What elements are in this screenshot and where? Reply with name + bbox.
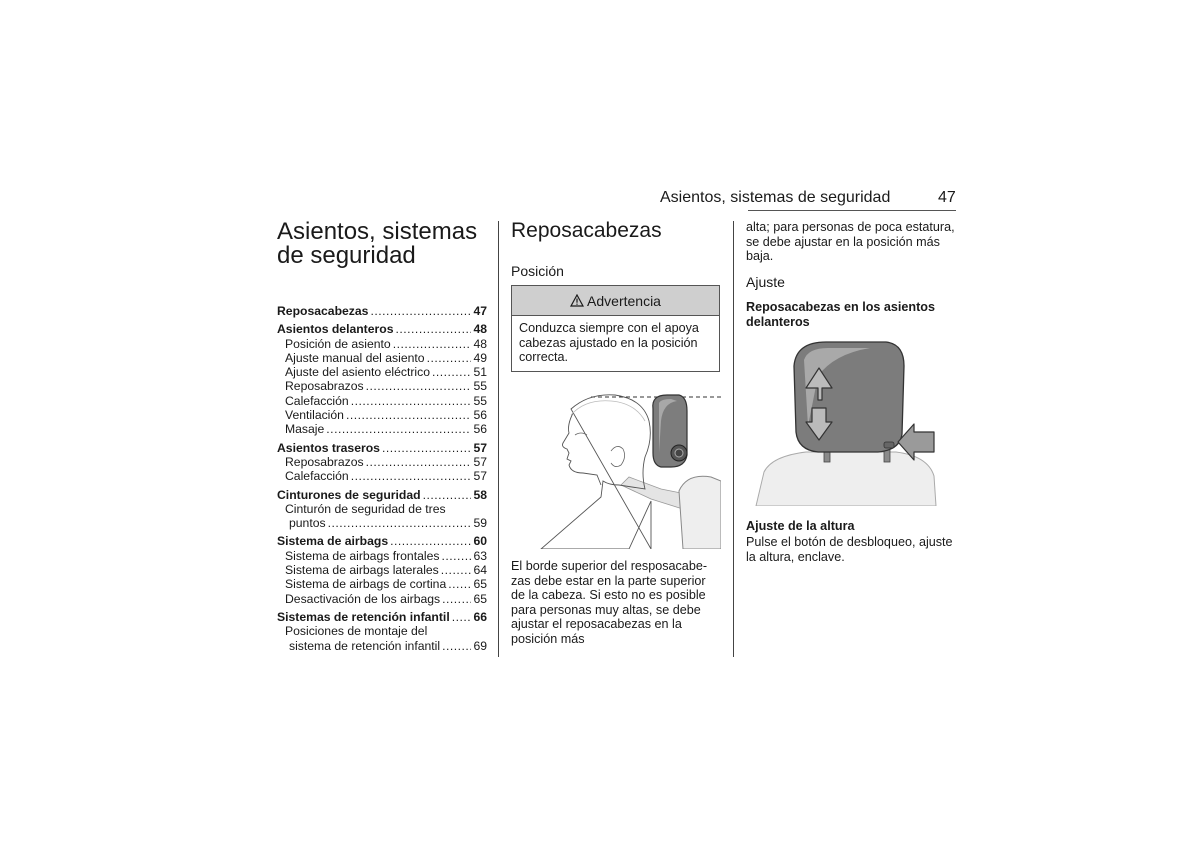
toc-leader-dots xyxy=(351,469,472,483)
toc-entry-title: Sistema de airbags laterales xyxy=(285,563,439,578)
toc-entry[interactable] xyxy=(277,422,487,436)
toc-entry[interactable] xyxy=(277,577,487,591)
toc-leader-dots xyxy=(366,455,472,469)
toc-entry-title: Asientos traseros xyxy=(277,440,380,455)
front-seat-headrest-heading: Reposacabezas en los asientos delanteros xyxy=(746,300,935,329)
headrest-adjustment-illustration xyxy=(746,336,956,506)
toc-entry[interactable] xyxy=(277,592,487,606)
toc-entry-title: Cinturones de seguridad xyxy=(277,487,421,502)
toc-entry-page: 51 xyxy=(473,365,487,380)
warning-header xyxy=(512,286,719,316)
toc-entry[interactable] xyxy=(277,639,487,653)
toc-entry-title: Sistema de airbags frontales xyxy=(285,548,440,563)
toc-entry-title: Cinturón de seguridad de tres xyxy=(285,501,446,516)
toc-leader-dots xyxy=(351,394,472,408)
toc-entry-page: 48 xyxy=(473,336,487,351)
toc-leader-dots xyxy=(370,304,471,318)
warning-heading: Advertencia xyxy=(587,292,661,309)
running-header-title: Asientos, sistemas de seguridad xyxy=(660,189,891,206)
toc-entry-title: Posición de asiento xyxy=(285,336,391,351)
toc-leader-dots xyxy=(423,488,472,502)
toc-leader-dots xyxy=(441,549,471,563)
continuation-paragraph: alta; para personas de poca estatura, se debe ajustar en la posición más baja. xyxy=(746,220,955,264)
toc-leader-dots xyxy=(432,365,471,379)
toc-entry[interactable] xyxy=(277,469,487,483)
toc-leader-dots xyxy=(441,563,472,577)
toc-entry-title: Desactivación de los airbags xyxy=(285,591,441,606)
toc-entry-title: Ajuste del asiento eléctrico xyxy=(285,365,430,380)
toc-entry-page: 56 xyxy=(473,422,487,437)
toc-entry-page: 55 xyxy=(473,393,487,408)
toc-entry[interactable] xyxy=(277,408,487,422)
toc-entry-page: 63 xyxy=(473,548,487,563)
toc-leader-dots xyxy=(448,577,471,591)
toc-leader-dots xyxy=(393,337,472,351)
toc-leader-dots xyxy=(396,322,472,336)
warning-triangle-icon xyxy=(570,294,584,307)
subsection-heading-position: Posición xyxy=(511,263,564,279)
header-rule xyxy=(748,210,956,211)
toc-entry-title: Posiciones de montaje del xyxy=(285,624,428,639)
toc-entry-title: Masaje xyxy=(285,422,325,437)
toc-entry[interactable] xyxy=(277,322,487,336)
toc-entry-title: Calefacción xyxy=(285,393,349,408)
toc-leader-dots xyxy=(366,379,472,393)
toc-entry-title: Asientos delanteros xyxy=(277,322,394,337)
toc-entry-title: Reposabrazos xyxy=(285,454,364,469)
toc-leader-dots xyxy=(442,592,471,606)
column-divider-right xyxy=(733,221,734,657)
toc-entry-page: 49 xyxy=(473,350,487,365)
toc-entry[interactable] xyxy=(277,534,487,548)
subsection-heading-adjust: Ajuste xyxy=(746,274,785,290)
toc-entry-title: Ventilación xyxy=(285,408,344,423)
height-adjust-text: Pulse el botón de desbloqueo, ajuste la altura, enclave. xyxy=(746,535,953,564)
toc-entry[interactable] xyxy=(277,351,487,365)
toc-entry[interactable] xyxy=(277,337,487,351)
toc-entry-page: 65 xyxy=(473,577,487,592)
toc-entry-page: 57 xyxy=(473,469,487,484)
toc-entry[interactable] xyxy=(277,502,487,516)
column-divider-left xyxy=(498,221,499,657)
head-position-illustration xyxy=(511,381,721,549)
toc-entry[interactable] xyxy=(277,488,487,502)
toc-entry-page: 55 xyxy=(473,379,487,394)
toc-entry-title: Ajuste manual del asiento xyxy=(285,350,425,365)
toc-entry-title: Sistema de airbags xyxy=(277,534,389,549)
chapter-title: Asientos, sistemas de seguridad xyxy=(277,218,478,269)
toc-entry[interactable] xyxy=(277,563,487,577)
toc-entry-page: 60 xyxy=(473,534,487,549)
toc-entry-page: 59 xyxy=(473,516,487,531)
toc-entry-page: 66 xyxy=(473,609,487,624)
toc-leader-dots xyxy=(427,351,472,365)
warning-box xyxy=(511,285,720,372)
toc-entry-page: 69 xyxy=(473,638,487,653)
toc-leader-dots xyxy=(452,610,472,624)
toc-entry[interactable] xyxy=(277,549,487,563)
toc-leader-dots xyxy=(390,534,471,548)
toc-entry[interactable] xyxy=(277,441,487,455)
toc-leader-dots xyxy=(382,441,471,455)
toc-entry-title: Reposabrazos xyxy=(285,379,364,394)
table-of-contents xyxy=(277,304,487,653)
toc-leader-dots xyxy=(326,422,471,436)
toc-entry[interactable] xyxy=(277,624,487,638)
toc-entry[interactable] xyxy=(277,394,487,408)
toc-entry[interactable] xyxy=(277,379,487,393)
page-number: 47 xyxy=(938,189,956,206)
toc-entry[interactable] xyxy=(277,455,487,469)
toc-entry-page: 65 xyxy=(473,591,487,606)
toc-entry[interactable] xyxy=(277,365,487,379)
toc-entry-page: 64 xyxy=(473,563,487,578)
section-title: Reposacabezas xyxy=(511,219,662,242)
toc-entry-title: sistema de retención infantil xyxy=(289,638,441,653)
toc-entry-page: 57 xyxy=(473,454,487,469)
toc-entry[interactable] xyxy=(277,610,487,624)
toc-entry[interactable] xyxy=(277,304,487,318)
position-paragraph: El borde superior del resposacabe-zas debe estar en la parte superior de la cabeza. Si esto no es posible para personas muy altas, se debe ajustar el reposacabezas en la posición más xyxy=(511,559,708,646)
toc-entry-page: 48 xyxy=(473,322,487,337)
height-adjust-heading: Ajuste de la altura xyxy=(746,519,855,533)
toc-entry-title: Sistema de airbags de cortina xyxy=(285,577,447,592)
toc-entry-page: 56 xyxy=(473,408,487,423)
toc-entry-title: puntos xyxy=(289,516,326,531)
toc-leader-dots xyxy=(442,639,471,653)
toc-entry-title: Reposacabezas xyxy=(277,304,369,318)
toc-leader-dots xyxy=(346,408,471,422)
toc-entry-page: 57 xyxy=(473,440,487,455)
toc-entry[interactable] xyxy=(277,516,487,530)
toc-entry-title: Calefacción xyxy=(285,469,349,484)
toc-entry-page: 47 xyxy=(473,304,487,318)
warning-text: Conduzca siempre con el apoya cabezas ajustado en la posición correcta. xyxy=(519,321,699,364)
toc-entry-page: 58 xyxy=(473,487,487,502)
toc-leader-dots xyxy=(328,516,472,530)
toc-entry-title: Sistemas de retención infantil xyxy=(277,609,450,624)
